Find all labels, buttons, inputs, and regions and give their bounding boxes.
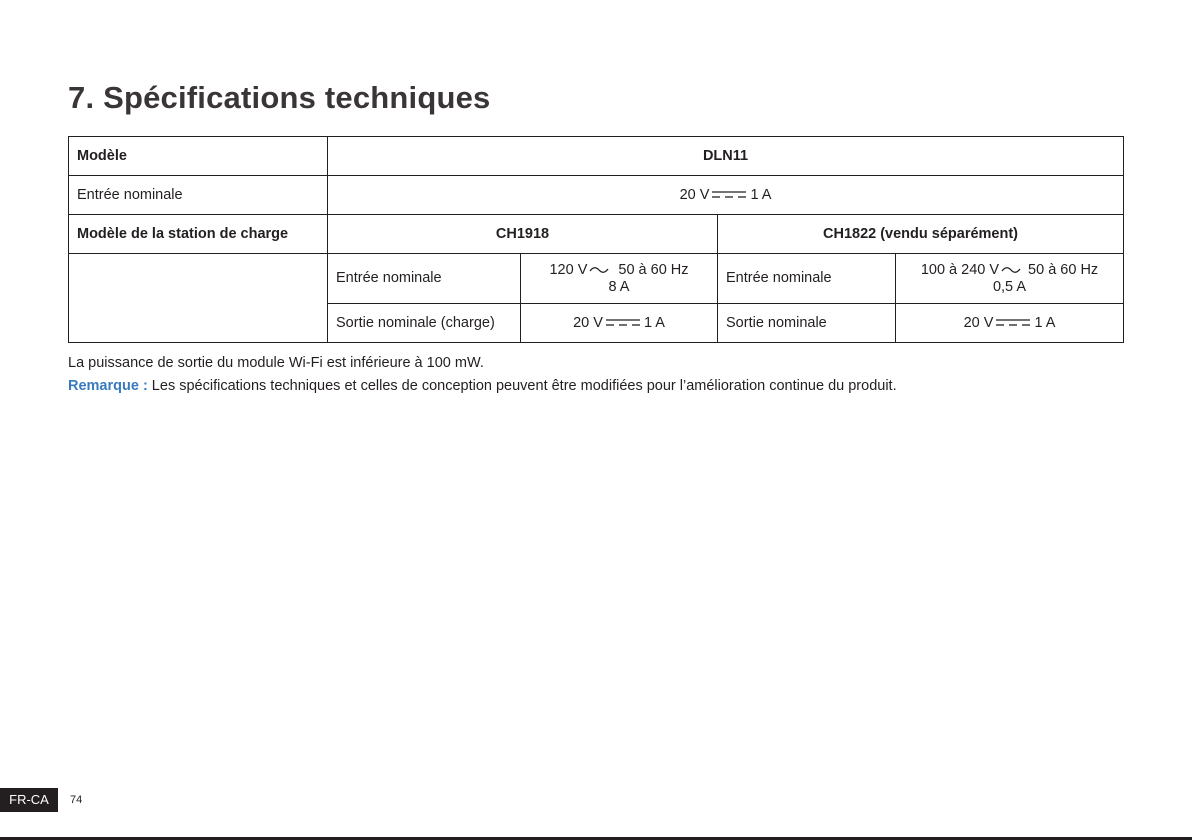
page-number: 74 bbox=[70, 794, 83, 806]
page-footer bbox=[0, 788, 82, 812]
station-a-name: CH1918 bbox=[328, 215, 718, 254]
model-label: Modèle bbox=[69, 137, 328, 176]
locale-badge: FR-CA bbox=[0, 788, 58, 812]
station-b-output-label: Sortie nominale bbox=[718, 304, 896, 343]
remark-text: Les spécifications techniques et celles de conception peuvent être modifiées pour l’amélioration continue du produit. bbox=[147, 378, 897, 394]
table-row bbox=[69, 215, 1124, 254]
remark-note bbox=[68, 378, 897, 394]
table-row bbox=[69, 176, 1124, 215]
station-label: Modèle de la station de charge bbox=[69, 215, 328, 254]
dc-symbol-icon bbox=[605, 318, 641, 328]
station-a-output-value: 20 V 1 A bbox=[521, 304, 718, 343]
station-b-name: CH1822 (vendu séparément) bbox=[718, 215, 1124, 254]
dc-symbol-icon bbox=[995, 318, 1031, 328]
station-a-input-value: 120 V 50 à 60 Hz 8 A bbox=[521, 254, 718, 304]
station-a-input-label: Entrée nominale bbox=[328, 254, 521, 304]
specifications-table bbox=[68, 136, 1124, 343]
table-row bbox=[69, 254, 1124, 304]
station-a-output-label: Sortie nominale (charge) bbox=[328, 304, 521, 343]
station-b-input-value: 100 à 240 V 50 à 60 Hz 0,5 A bbox=[896, 254, 1124, 304]
table-row bbox=[69, 137, 1124, 176]
wifi-power-note: La puissance de sortie du module Wi-Fi est inférieure à 100 mW. bbox=[68, 355, 484, 371]
dc-symbol-icon bbox=[711, 190, 747, 200]
page-title: 7. Spécifications techniques bbox=[68, 80, 491, 115]
rated-input-label: Entrée nominale bbox=[69, 176, 328, 215]
remark-label: Remarque : bbox=[68, 378, 148, 394]
rated-input-value: 20 V 1 A bbox=[328, 176, 1124, 215]
ac-symbol-icon bbox=[1001, 265, 1021, 275]
ac-symbol-icon bbox=[589, 265, 609, 275]
station-b-input-label: Entrée nominale bbox=[718, 254, 896, 304]
station-b-output-value: 20 V 1 A bbox=[896, 304, 1124, 343]
model-value: DLN11 bbox=[328, 137, 1124, 176]
empty-cell bbox=[69, 254, 328, 343]
